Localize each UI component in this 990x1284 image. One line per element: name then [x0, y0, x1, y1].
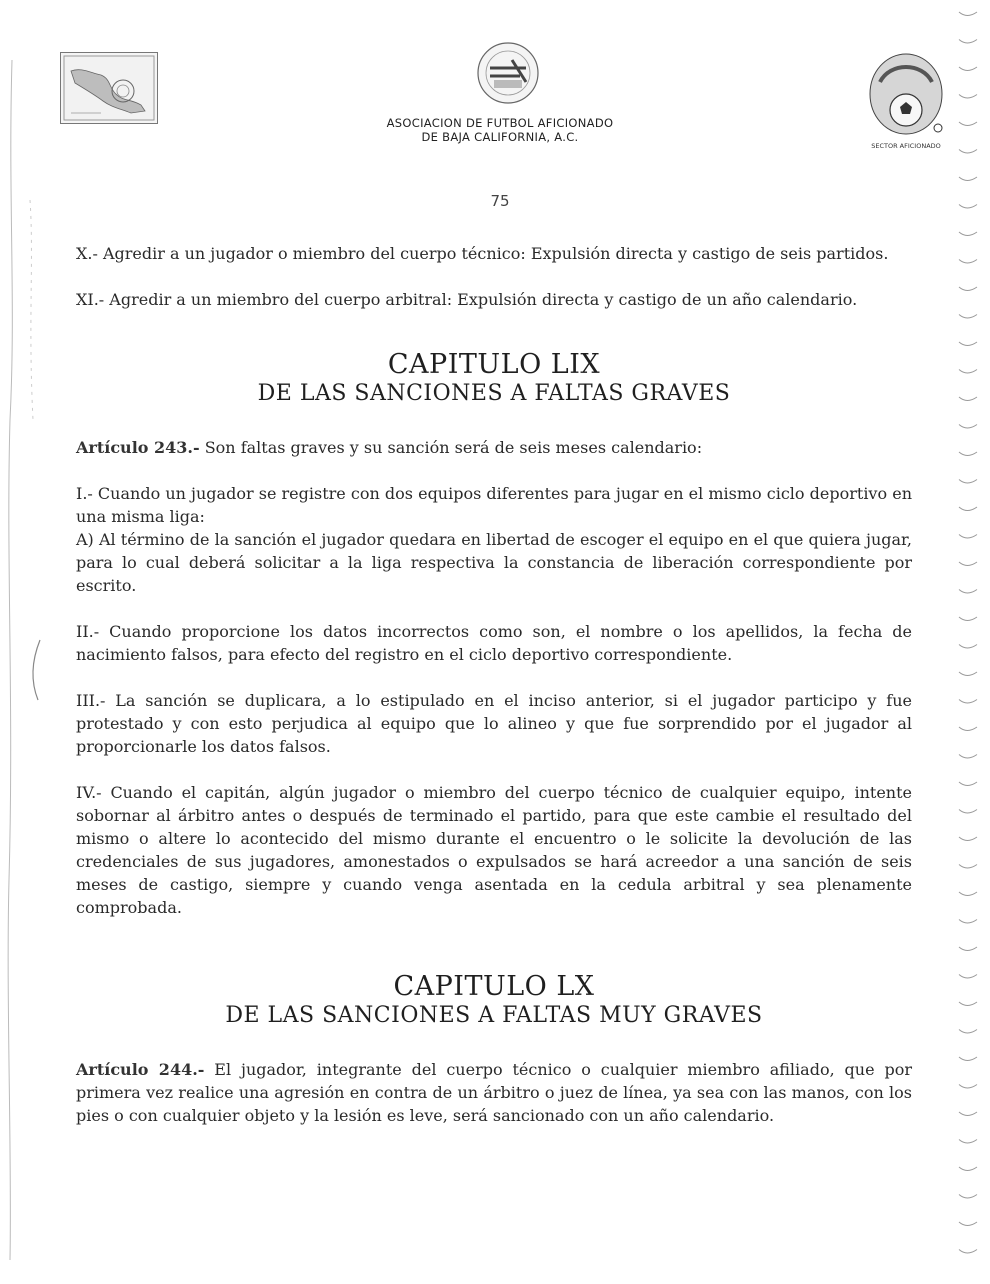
binding-hole-mark	[959, 727, 977, 731]
sector-aficionado-logo-icon	[860, 42, 952, 154]
item-i: I.- Cuando un jugador se registre con dos equipos diferentes para jugar en el mismo ciclo deportivo en una misma liga:	[76, 484, 912, 526]
binding-hole-mark	[959, 782, 977, 786]
item-a: A) Al término de la sanción el jugador quedara en libertad de escoger el equipo en el que quiera jugar, para lo cual deberá solicitar a la liga respectiva la constancia de liberación correspondiente por escrito.	[76, 530, 912, 595]
binding-hole-mark	[959, 810, 977, 814]
binding-hole-mark	[959, 150, 977, 154]
binding-hole-mark	[959, 865, 977, 869]
item-iii: III.- La sanción se duplicara, a lo estipulado en el inciso anterior, si el jugador participo y fue protestado y con esto perjudica al equipo que lo alineo y que fue sorprendido por el jugador al proporcionarle los datos falsos.	[76, 691, 912, 756]
item-iv: IV.- Cuando el capitán, algún jugador o miembro del cuerpo técnico de cualquier equipo, intente sobornar al árbitro antes o después de terminado el partido, para que este cambie el resultado del mismo o altere lo acontecido del mismo durante el encuentro o le solicite la devolución de las credenciales de sus jugadores, amonestados o expulsados se hará acreedor a una sanción de seis meses de castigo, siempre y cuando venga asentada en la cedula arbitral y sea plenamente comprobada.	[76, 783, 912, 917]
binding-hole-mark	[959, 617, 977, 621]
binding-hole-mark	[959, 40, 977, 44]
binding-hole-mark	[959, 480, 977, 484]
article-243-text: Son faltas graves y su sanción será de seis meses calendario:	[199, 438, 703, 457]
binding-hole-mark	[959, 315, 977, 319]
binding-hole-mark	[959, 507, 977, 511]
binding-hole-mark	[959, 947, 977, 951]
binding-hole-mark	[959, 1222, 977, 1226]
binding-hole-mark	[959, 1167, 977, 1171]
article-243	[76, 436, 912, 459]
chapter-lx-heading	[76, 971, 912, 1030]
chapter-lix-title: CAPITULO LIX	[387, 349, 601, 380]
binding-hole-mark	[959, 12, 977, 16]
binding-hole-mark	[959, 1030, 977, 1034]
binding-hole-mark	[959, 1057, 977, 1061]
binding-hole-mark	[959, 1085, 977, 1089]
chapter-lx-subtitle: DE LAS SANCIONES A FALTAS MUY GRAVES	[225, 1003, 763, 1028]
binding-hole-mark	[959, 370, 977, 374]
article-244-text: El jugador, integrante del cuerpo técnico o cualquier miembro afiliado, que por primera vez realice una agresión en contra de un árbitro o juez de línea, ya sea con las manos, con los pies o con cualquier objeto y la lesión es leve, será sancionado con un año calendario.	[76, 1060, 912, 1125]
map-logo-icon	[60, 52, 158, 124]
binding-hole-mark	[959, 892, 977, 896]
binding-hole-mark	[959, 232, 977, 236]
binding-hole-mark	[959, 700, 977, 704]
binding-hole-mark	[959, 1112, 977, 1116]
binding-hole-mark	[959, 95, 977, 99]
binding-hole-mark	[959, 260, 977, 264]
binding-hole-mark	[959, 535, 977, 539]
binding-hole-mark	[959, 562, 977, 566]
item-ii: II.- Cuando proporcione los datos incorrectos como son, el nombre o los apellidos, la fecha de nacimiento falsos, para efecto del registro en el ciclo deportivo correspondiente.	[76, 622, 912, 664]
org-name-line-2: DE BAJA CALIFORNIA, A.C.	[421, 130, 579, 144]
binding-hole-mark	[959, 122, 977, 126]
binding-hole-mark	[959, 287, 977, 291]
binding-hole-mark	[959, 342, 977, 346]
binding-holes	[955, 0, 985, 1280]
binding-hole-mark	[959, 755, 977, 759]
right-logo-caption: SECTOR AFICIONADO	[871, 142, 941, 150]
binding-hole-mark	[959, 205, 977, 209]
binding-hole-mark	[959, 975, 977, 979]
paragraph-xi: XI.- Agredir a un miembro del cuerpo arbitral: Expulsión directa y castigo de un año calendario.	[76, 290, 858, 309]
binding-hole-mark	[959, 645, 977, 649]
binding-hole-mark	[959, 452, 977, 456]
binding-hole-mark	[959, 425, 977, 429]
document-body	[76, 242, 912, 1127]
binding-hole-mark	[959, 1195, 977, 1199]
binding-hole-mark	[959, 177, 977, 181]
article-243-label: Artículo 243.-	[76, 438, 200, 457]
paragraph-x: X.- Agredir a un jugador o miembro del cuerpo técnico: Expulsión directa y castigo de seis partidos.	[76, 244, 889, 263]
binding-hole-mark	[959, 590, 977, 594]
article-244	[76, 1058, 912, 1127]
chapter-lx-title: CAPITULO LX	[393, 971, 595, 1002]
article-244-label: Artículo 244.-	[76, 1060, 205, 1079]
document-header	[0, 0, 990, 190]
binding-hole-mark	[959, 1140, 977, 1144]
binding-hole-mark	[959, 672, 977, 676]
page-number: 75	[490, 192, 510, 210]
binding-edge-marks	[0, 0, 60, 1280]
chapter-lix-subtitle: DE LAS SANCIONES A FALTAS GRAVES	[257, 381, 731, 406]
binding-hole-mark	[959, 1250, 977, 1254]
org-name-line-1: ASOCIACION DE FUTBOL AFICIONADO	[386, 116, 614, 130]
binding-hole-mark	[959, 837, 977, 841]
binding-hole-mark	[959, 1002, 977, 1006]
futbol-mexicano-logo-icon	[468, 38, 548, 108]
organization-name	[300, 116, 700, 144]
binding-hole-mark	[959, 397, 977, 401]
binding-hole-mark	[959, 67, 977, 71]
binding-hole-mark	[959, 920, 977, 924]
chapter-lix-heading	[76, 349, 912, 408]
